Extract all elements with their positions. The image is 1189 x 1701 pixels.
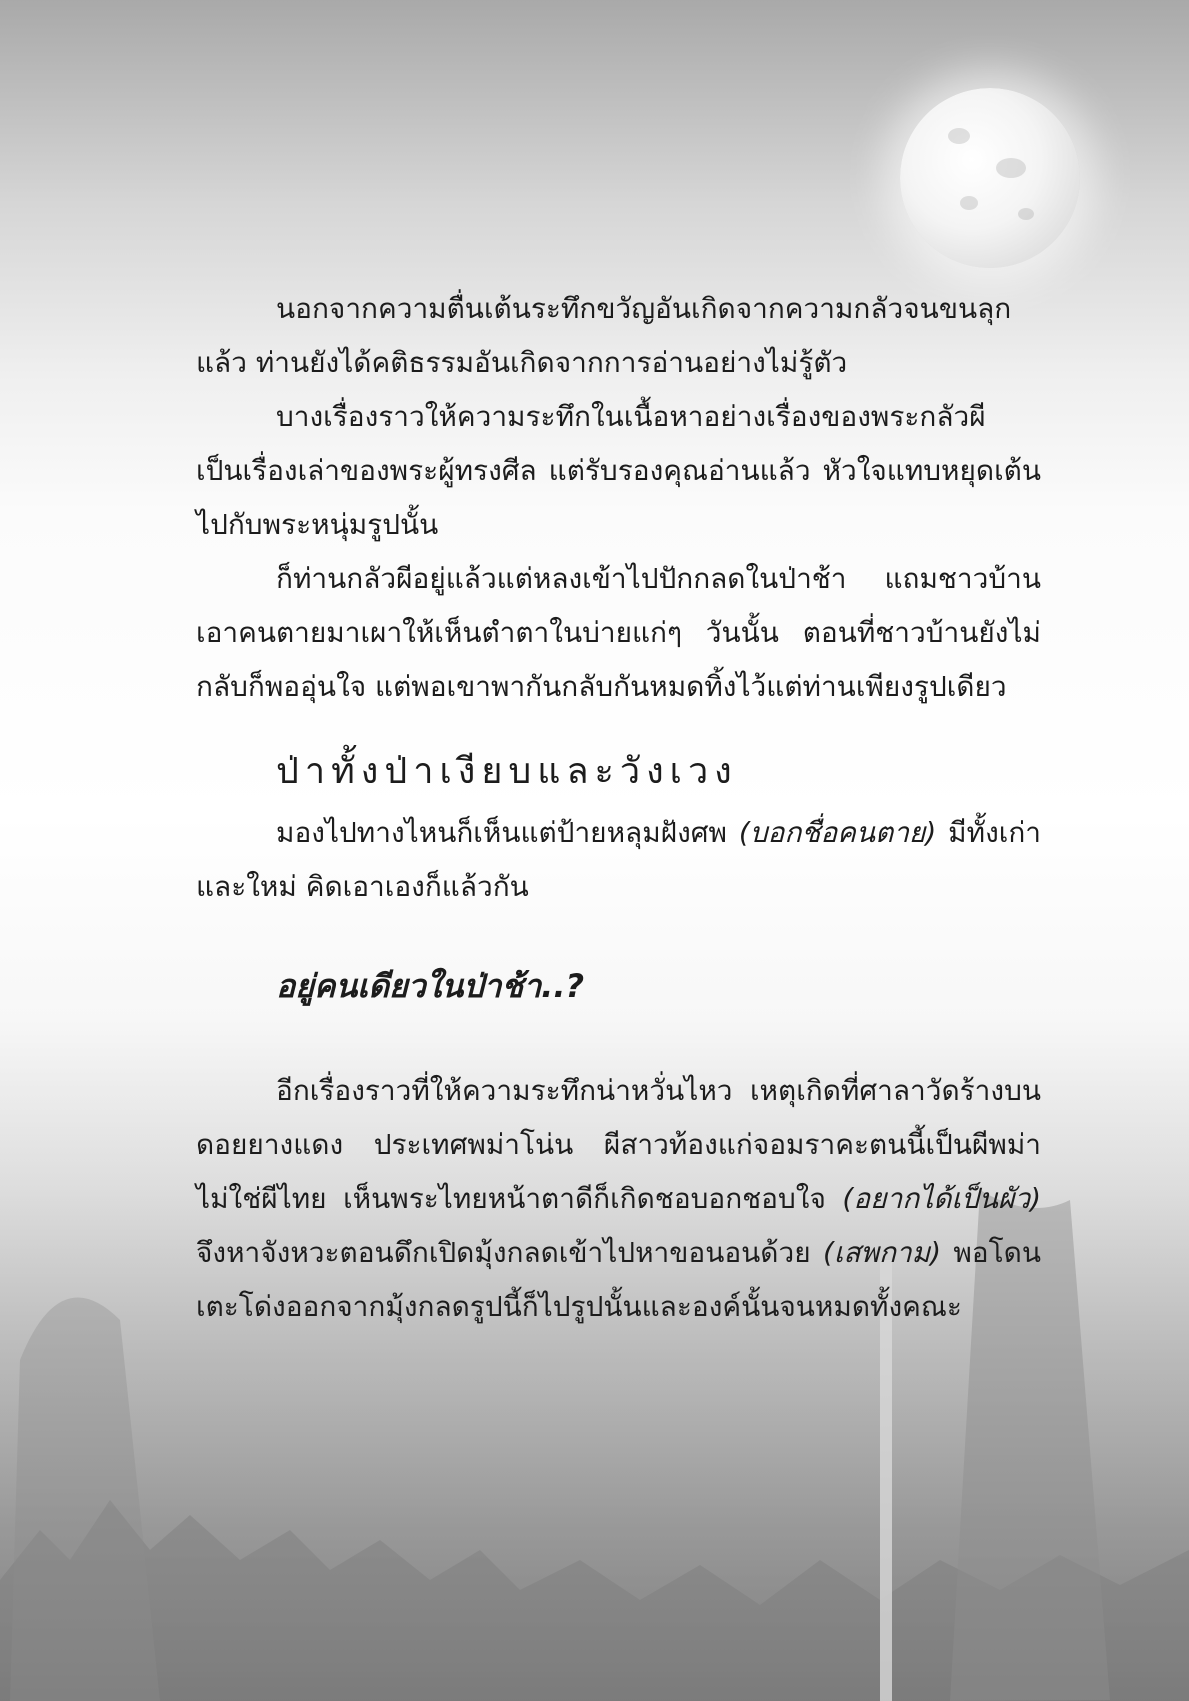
- paragraph-1: นอกจากความตื่นเต้นระทึกขวัญอันเกิดจากความกลัวจนขนลุกแล้ว ท่านยังได้คติธรรมอันเกิดจากการอ่านอย่างไม่รู้ตัว: [196, 292, 1012, 379]
- article-body: [196, 282, 1041, 1334]
- paragraph-4: มองไปทางไหนก็เห็นแต่ป้ายหลุมฝังศพ (บอกชื่อคนตาย) มีทั้งเก่าและใหม่ คิดเอาเองก็แล้วกัน: [196, 816, 1041, 903]
- paragraph-2: บางเรื่องราวให้ความระทึกในเนื้อหาอย่างเรื่องของพระกลัวผี เป็นเรื่องเล่าของพระผู้ทรงศีล แต่รับรองคุณอ่านแล้ว หัวใจแทบหยุดเต้นไปกับพระหนุ่มรูปนั้น: [196, 400, 1041, 541]
- paragraph-3: ก็ท่านกลัวผีอยู่แล้วแต่หลงเข้าไปปักกลดในป่าช้า แถมชาวบ้านเอาคนตายมาเผาให้เห็นตำตาในบ่ายแก่ๆ วันนั้น ตอนที่ชาวบ้านยังไม่กลับก็พออุ่นใจ แต่พอเขาพากันกลับกันหมดทิ้งไว้แต่ท่านเพียงรูปเดียว: [196, 562, 1041, 703]
- paragraph-5-italic-2: (เสพกาม): [822, 1236, 942, 1269]
- paragraph-5-italic-1: (อยากได้เป็นผัว): [842, 1182, 1041, 1215]
- section-heading-1: ป่าทั้งป่าเงียบและวังเวง: [276, 751, 738, 792]
- section-heading-2: อยู่คนเดียวในป่าช้า..?: [276, 967, 585, 1005]
- full-moon-image: [900, 88, 1080, 268]
- paragraph-5: อีกเรื่องราวที่ให้ความระทึกน่าหวั่นไหว เหตุเกิดที่ศาลาวัดร้างบนดอยยางแดง ประเทศพม่าโน่น ผีสาวท้องแก่จอมราคะตนนี้เป็นผีพม่าไม่ใช่ผีไทย เห็นพระไทยหน้าตาดีก็เกิดชอบอกชอบใจ (อยากได้เป็นผัว) จึงหาจังหวะตอนดึกเปิดมุ้งกลดเข้าไปหาขอนอนด้วย (เสพกาม) พอโดนเตะโด่งออกจากมุ้งกลดรูปนี้ก็ไปรูปนั้นและองค์นั้นจนหมดทั้งคณะ: [196, 1074, 1041, 1323]
- paragraph-4-italic: (บอกชื่อคนตาย): [738, 816, 937, 849]
